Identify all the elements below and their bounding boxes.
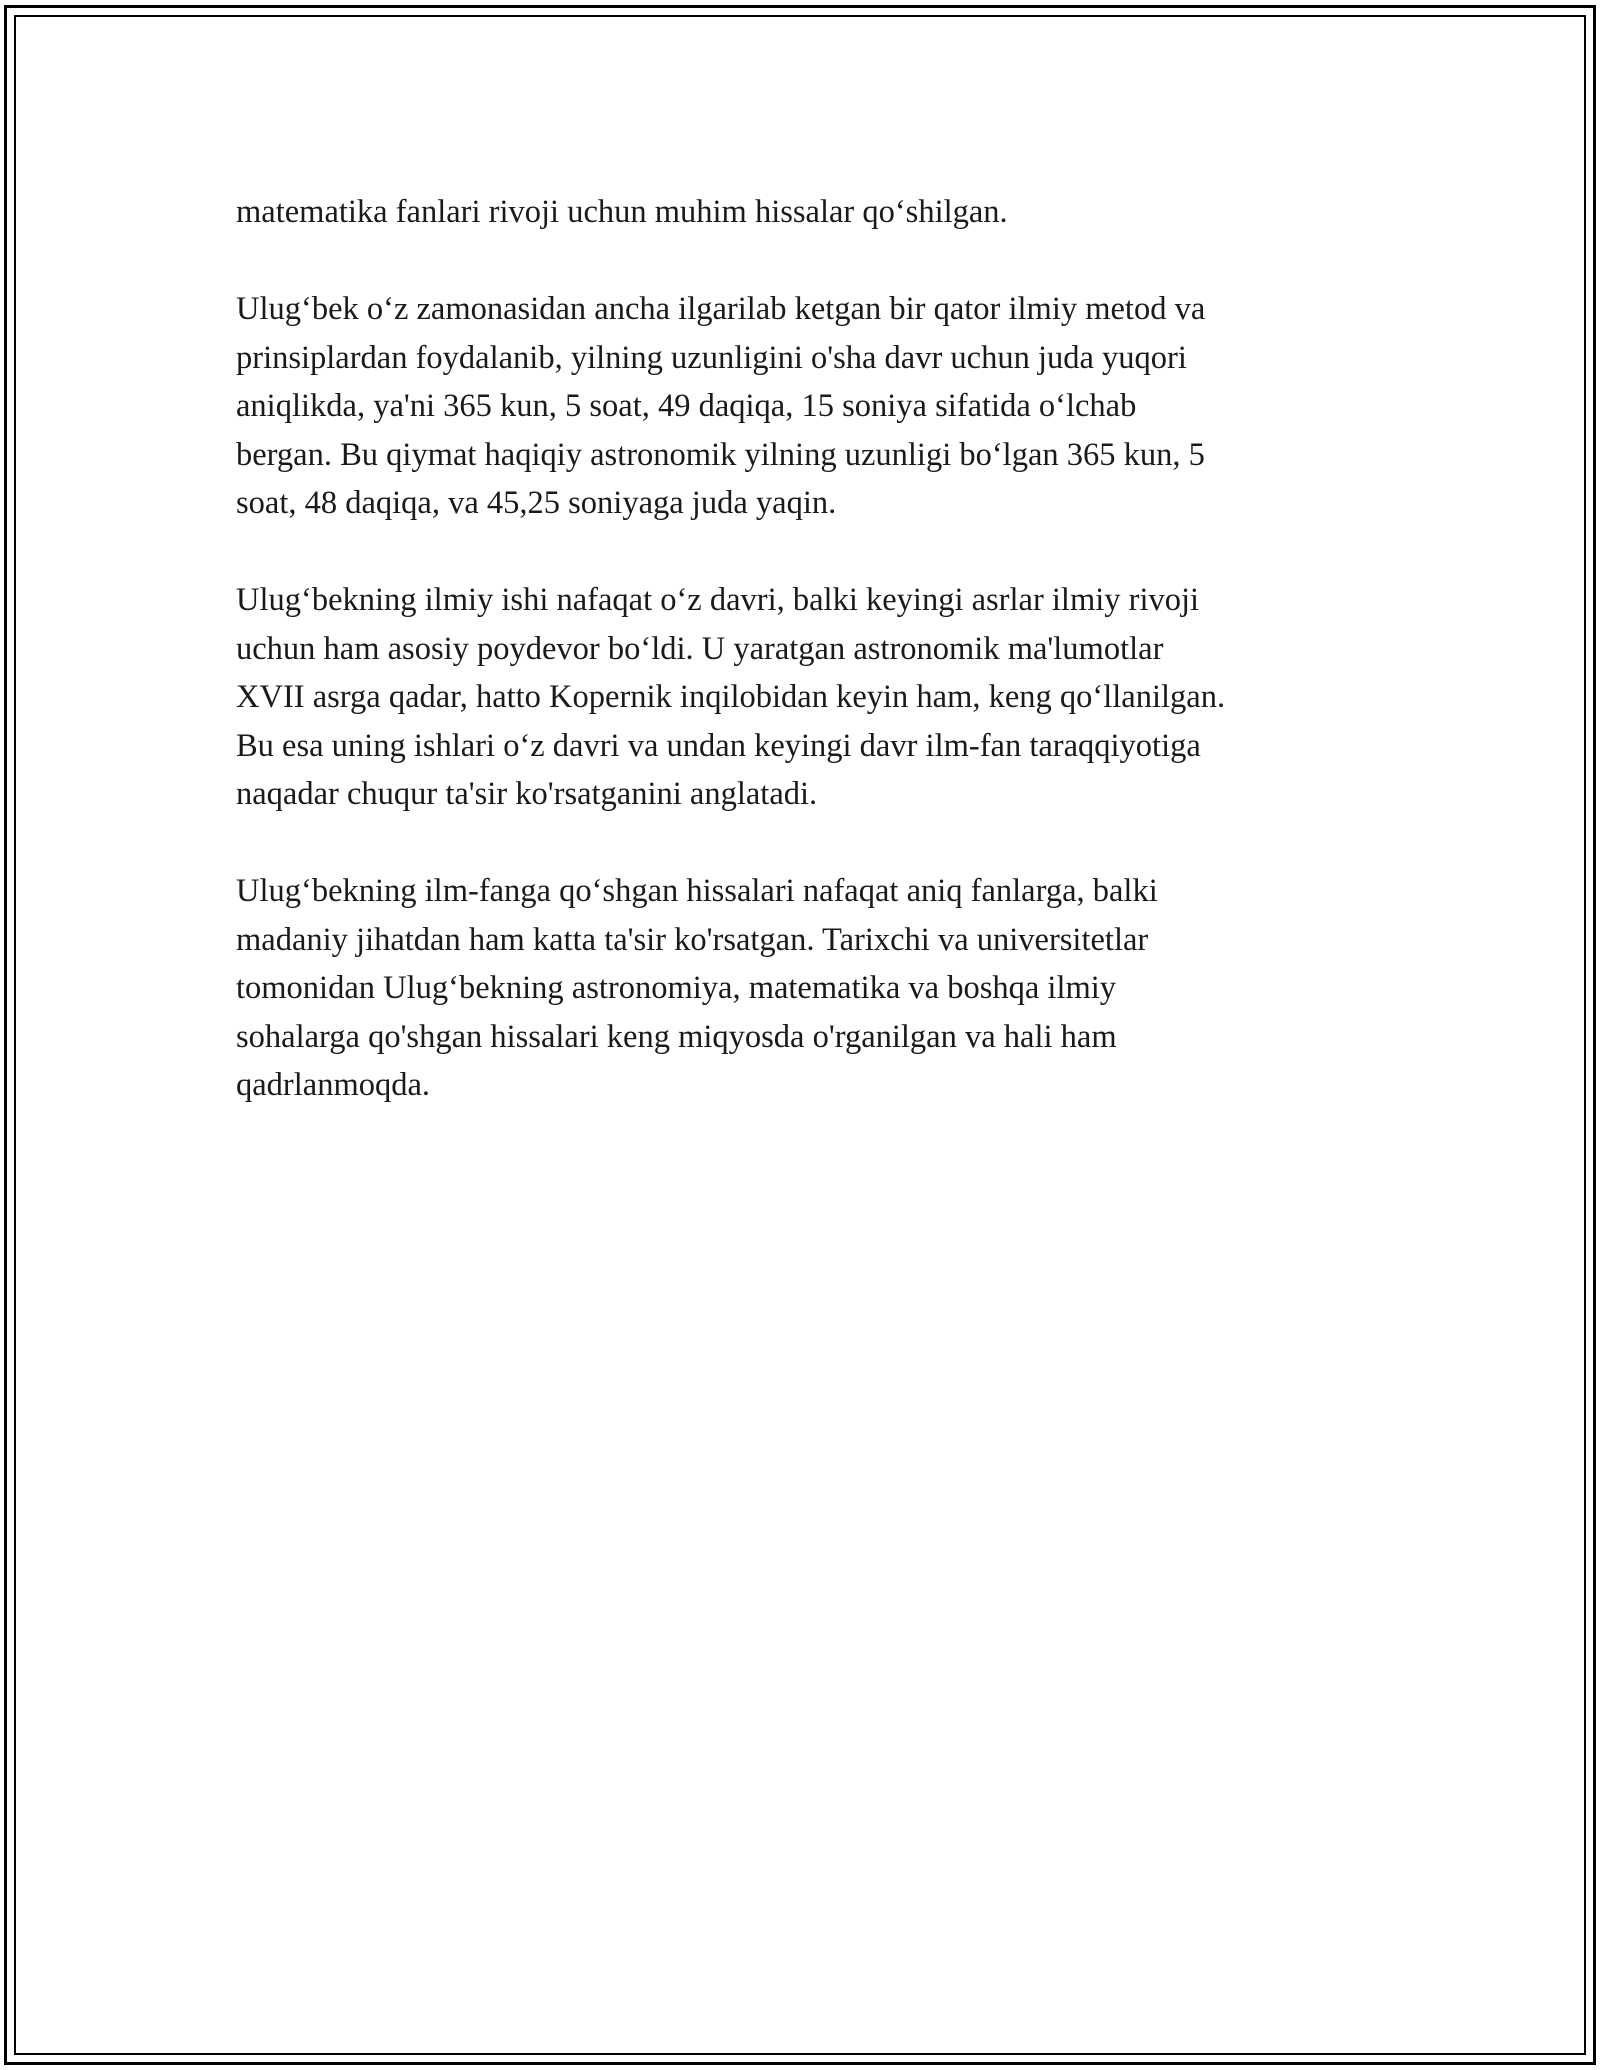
text-line: naqadar chuqur ta'sir ko'rsatganini anglatadi. (236, 776, 818, 812)
text-line: Ulug‘bekning ilm-fanga qo‘shgan hissalari nafaqat aniq fanlarga, balki (236, 873, 1158, 909)
text-line: Ulug‘bekning ilmiy ishi nafaqat o‘z davri, balki keyingi asrlar ilmiy rivoji (236, 582, 1200, 618)
document-body (236, 188, 1376, 1110)
paragraph-gap (236, 819, 1376, 868)
text-line: prinsiplardan foydalanib, yilning uzunligini o'sha davr uchun juda yuqori (236, 339, 1187, 376)
text-line: Ulug‘bek o‘z zamonasidan ancha ilgarilab ketgan bir qator ilmiy metod va (236, 291, 1206, 327)
text-line: bergan. Bu qiymat haqiqiy astronomik yilning uzunligi bo‘lgan 365 kun, 5 (236, 436, 1205, 473)
paragraph-3 (236, 576, 1376, 819)
text-line: soat, 48 daqiqa, va 45,25 soniyaga juda yaqin. (236, 485, 837, 521)
paragraph-gap (236, 237, 1376, 286)
text-line: aniqlikda, ya'ni 365 kun, 5 soat, 49 daqiqa, 15 soniya sifatida o‘lchab (236, 388, 1137, 424)
text-line: sohalarga qo'shgan hissalari keng miqyosda o'rganilgan va hali ham (236, 1018, 1117, 1055)
paragraph-2 (236, 285, 1376, 528)
text-line: qadrlanmoqda. (236, 1067, 431, 1103)
text-line: XVII asrga qadar, hatto Kopernik inqilobidan keyin ham, keng qo‘llanilgan. (236, 679, 1226, 715)
text-line: tomonidan Ulug‘bekning astronomiya, matematika va boshqa ilmiy (236, 970, 1117, 1006)
text-line: Bu esa uning ishlari o‘z davri va undan keyingi davr ilm-fan taraqqiyotiga (236, 727, 1201, 764)
text-line: madaniy jihatdan ham katta ta'sir ko'rsatgan. Tarixchi va universitetlar (236, 921, 1149, 958)
paragraph-gap (236, 528, 1376, 577)
text-line: uchun ham asosiy poydevor bo‘ldi. U yaratgan astronomik ma'lumotlar (236, 630, 1164, 667)
paragraph-4 (236, 867, 1376, 1110)
text-line: matematika fanlari rivoji uchun muhim hissalar qo‘shilgan. (236, 194, 1008, 230)
paragraph-1 (236, 188, 1376, 237)
